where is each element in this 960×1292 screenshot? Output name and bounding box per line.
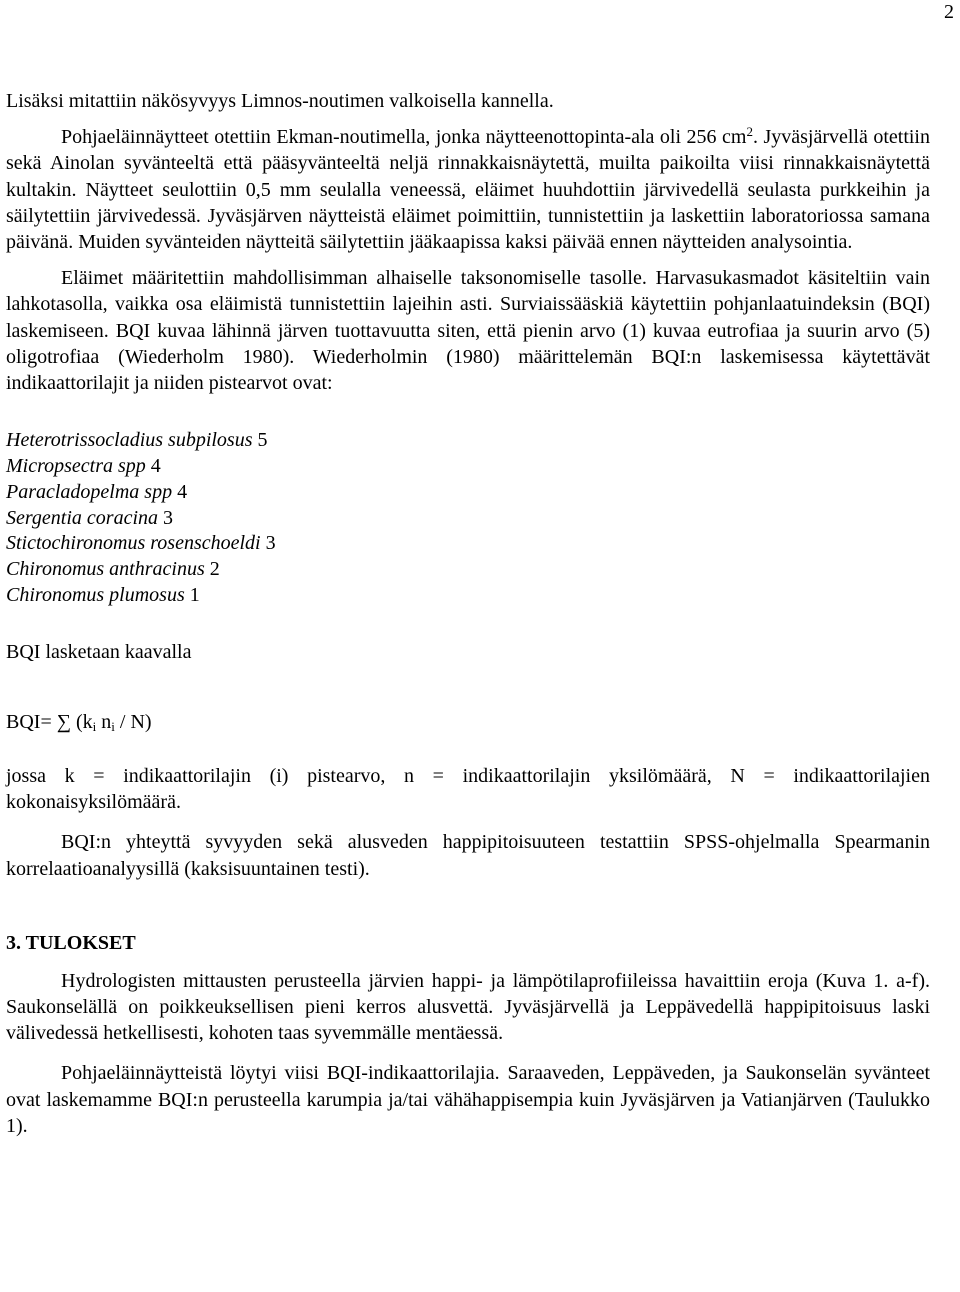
page-number: 2: [944, 1, 954, 23]
subscript-i: i: [92, 719, 97, 735]
paragraph-formula-legend: jossa k = indikaattorilajin (i) pistearvo, n = indikaattorilajin yksilömäärä, N = indikaattorilajien kokonaisyksilömäärä.: [6, 765, 930, 814]
document-body: [6, 88, 930, 1139]
paragraph-spss: BQI:n yhteyttä syvyyden sekä alusveden happipitoisuuteen testattiin SPSS-ohjelmalla Spearmanin korrelaatioanalyysillä (kaksisuuntainen testi).: [6, 831, 930, 880]
paragraph-sampling: [6, 124, 930, 255]
formula-n: n: [96, 711, 112, 734]
species-name: Paracladopelma spp: [6, 480, 173, 503]
species-name: Sergentia coracina: [6, 506, 159, 529]
species-name: Heterotrissocladius subpilosus: [6, 429, 253, 452]
bqi-formula: [6, 709, 930, 735]
paragraph-sampling-text-2: . Jyväsjärvellä otettiin sekä Ainolan syvänteeltä että pääsyvänteeltä neljä rinnakkaisnäytettä, muilta paikoilta viisi rinnakkaisnäytettä kultakin. Näytteet seulottiin 0,5 mm seulalla veneessä, eläimet huuhdottiin järvivedellä seulasta purkkeihin ja säilytettiin järvivedessä. Jyväsjärven näytteistä eläimet poimittiin, tunnistettiin ja laskettiin laboratoriossa samana päivänä. Muiden syvänteiden näytteitä säilytettiin jääkaapissa kaksi päivää ennen näytteiden analysointia.: [6, 126, 930, 254]
species-item: [6, 428, 930, 454]
formula-lhs: BQI=: [6, 711, 52, 734]
species-score: 1: [189, 584, 200, 607]
species-score: 3: [265, 532, 276, 555]
species-score: 4: [150, 455, 161, 478]
species-name: Micropsectra spp: [6, 455, 146, 478]
formula-k: (k: [76, 711, 93, 734]
bqi-intro: BQI lasketaan kaavalla: [6, 640, 192, 663]
species-name: Chironomus anthracinus: [6, 558, 205, 581]
species-item: [6, 583, 930, 609]
species-item: [6, 557, 930, 583]
species-item: [6, 454, 930, 480]
formula-rest: / N): [114, 711, 152, 734]
section-heading: 3. TULOKSET: [6, 931, 136, 954]
species-score: 3: [163, 506, 174, 529]
paragraph-results: Pohjaeläinnäytteistä löytyi viisi BQI-indikaattorilajia. Saraaveden, Leppäveden, ja Saukonselän syvänteet ovat laskemamme BQI:n perusteella karumpia ja/tai vähähappisempia kuin Jyväsjärven ja Vatianjärven (Taulukko 1).: [6, 1062, 930, 1137]
paragraph-visibility: Lisäksi mitattiin näkösyvyys Limnos-noutimen valkoisella kannella.: [6, 90, 554, 112]
species-name: Stictochironomus rosenschoeldi: [6, 532, 261, 555]
species-score: 2: [209, 558, 220, 581]
paragraph-identification: Eläimet määritettiin mahdollisimman alhaiselle taksonomiselle tasolle. Harvasukasmadot käsiteltiin vain lahkotasolla, vaikka osa eläimistä tunnistettiin lajeihin asti. Surviaissääskiä käytettiin pohjanlaatuindeksin (BQI) laskemiseen. BQI kuvaa lähinnä järven tuottavuutta siten, että pienin arvo (1) kuvaa eutrofiaa ja suurin arvo (5) oligotrofiaa (Wiederholm 1980). Wiederholmin (1980) määrittelemän BQI:n laskemisessa käytettävät indikaattorilajit ja niiden pistearvot ovat:: [6, 267, 930, 395]
sum-symbol: ∑: [56, 711, 71, 734]
species-score: 4: [177, 480, 188, 503]
species-list: [6, 428, 930, 609]
paragraph-hydrology: Hydrologisten mittausten perusteella järvien happi- ja lämpötilaprofiileissa havaittiin eroja (Kuva 1. a-f). Saukonselällä on poikkeuksellisen pieni kerros alusvettä. Jyväsjärvellä ja Leppävedellä happipitoisuus laski välivedessä hetkellisesti, kohoten taas syvemmälle mentäessä.: [6, 969, 930, 1045]
species-item: [6, 506, 930, 532]
species-item: [6, 480, 930, 506]
species-score: 5: [257, 429, 268, 452]
species-item: [6, 531, 930, 557]
species-name: Chironomus plumosus: [6, 584, 185, 607]
subscript-i: i: [111, 719, 115, 735]
paragraph-sampling-text-1: Pohjaeläinnäytteet otettiin Ekman-noutimella, jonka näytteenottopinta-ala oli 256 cm: [61, 126, 747, 149]
superscript-2: 2: [746, 124, 753, 140]
